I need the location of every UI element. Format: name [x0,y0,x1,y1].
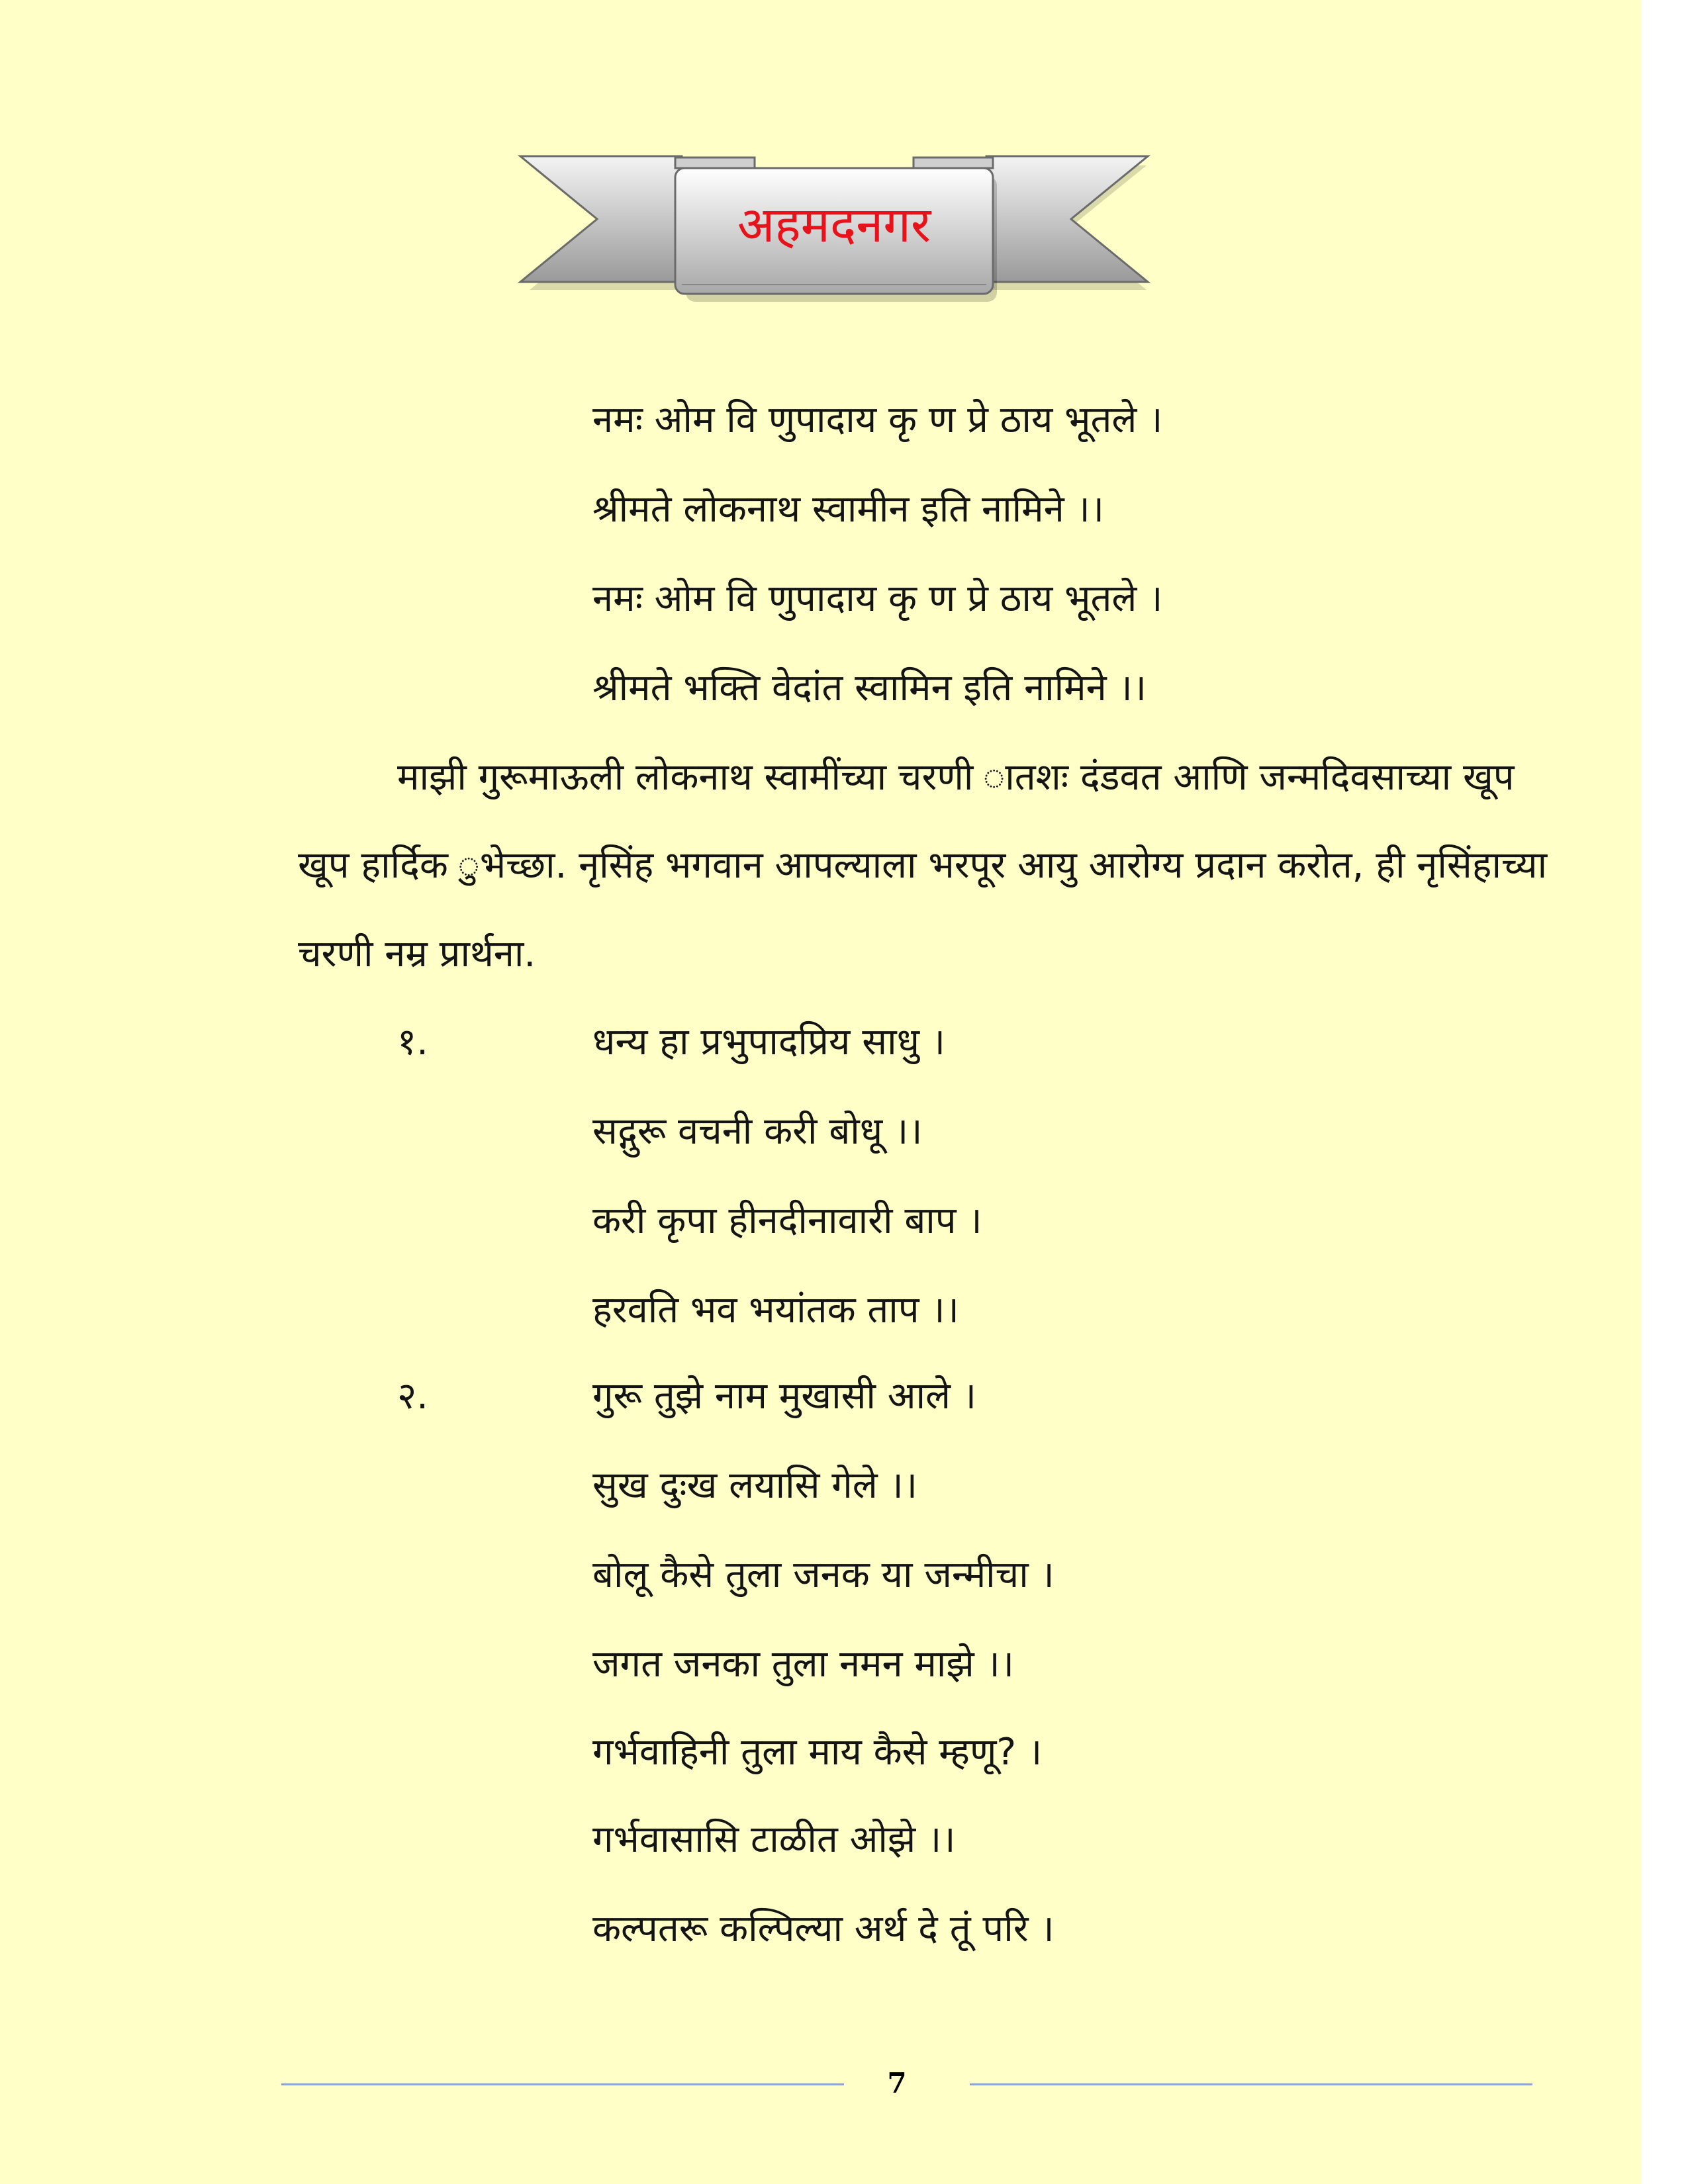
stanza-line: सुख दुःख लयासि गेले ।। [592,1464,917,1507]
stanza-line: गुरू तुझे नाम मुखासी आले । [592,1375,976,1418]
invocation-line-3: नमः ओम वि णुपादाय कृ ण प्रे ठाय भूतले । [592,577,1163,620]
page-number: 7 [887,2067,907,2099]
stanza-line: हरवति भव भयांतक ताप ।। [592,1289,959,1332]
stanza-line: धन्य हा प्रभुपादप्रिय साधु । [592,1021,946,1064]
invocation-line-2: श्रीमते लोकनाथ स्वामीन इति नामिने ।। [592,488,1104,531]
stanza-line: सद्गुरू वचनी करी बोधू ।। [592,1110,923,1153]
stanza-number: १. [397,1021,428,1064]
paragraph-line-1: माझी गुरूमाऊली लोकनाथ स्वामींच्या चरणी ातशः दंडवत आणि जन्मदिवसाच्या खूप [397,756,1515,799]
page-heading: अहमदनगर [737,197,931,253]
paragraph-line-2: खूप हार्दिक ुभेच्छा. नृसिंह भगवान आपल्याला भरपूर आयु आरोग्य प्रदान करोत, ही नृसिंहाच्या [298,844,1548,887]
stanza-line: जगत जनका तुला नमन माझे ।। [592,1643,1014,1686]
paragraph-line-3: चरणी नम्र प्रार्थना. [298,933,536,976]
stanza-line: गर्भवाहिनी तुला माय कैसे म्हणू? । [592,1731,1043,1774]
footer-rule-left [281,2083,844,2085]
stanza-line: करी कृपा हीनदीनावारी बाप । [592,1199,982,1242]
stanza-line: कल्पतरू कल्पिल्या अर्थ दे तूं परि । [592,1907,1055,1950]
invocation-line-1: नमः ओम वि णुपादाय कृ ण प्रे ठाय भूतले । [592,398,1163,441]
invocation-line-4: श्रीमते भक्ति वेदांत स्वामिन इति नामिने ।। [592,666,1147,709]
stanza-line: बोलू कैसे तुला जनक या जन्मीचा । [592,1553,1055,1596]
stanza-number: २. [397,1375,428,1418]
footer-rule-right [970,2083,1532,2085]
stanza-line: गर्भवासासि टाळीत ओझे ।। [592,1818,956,1861]
